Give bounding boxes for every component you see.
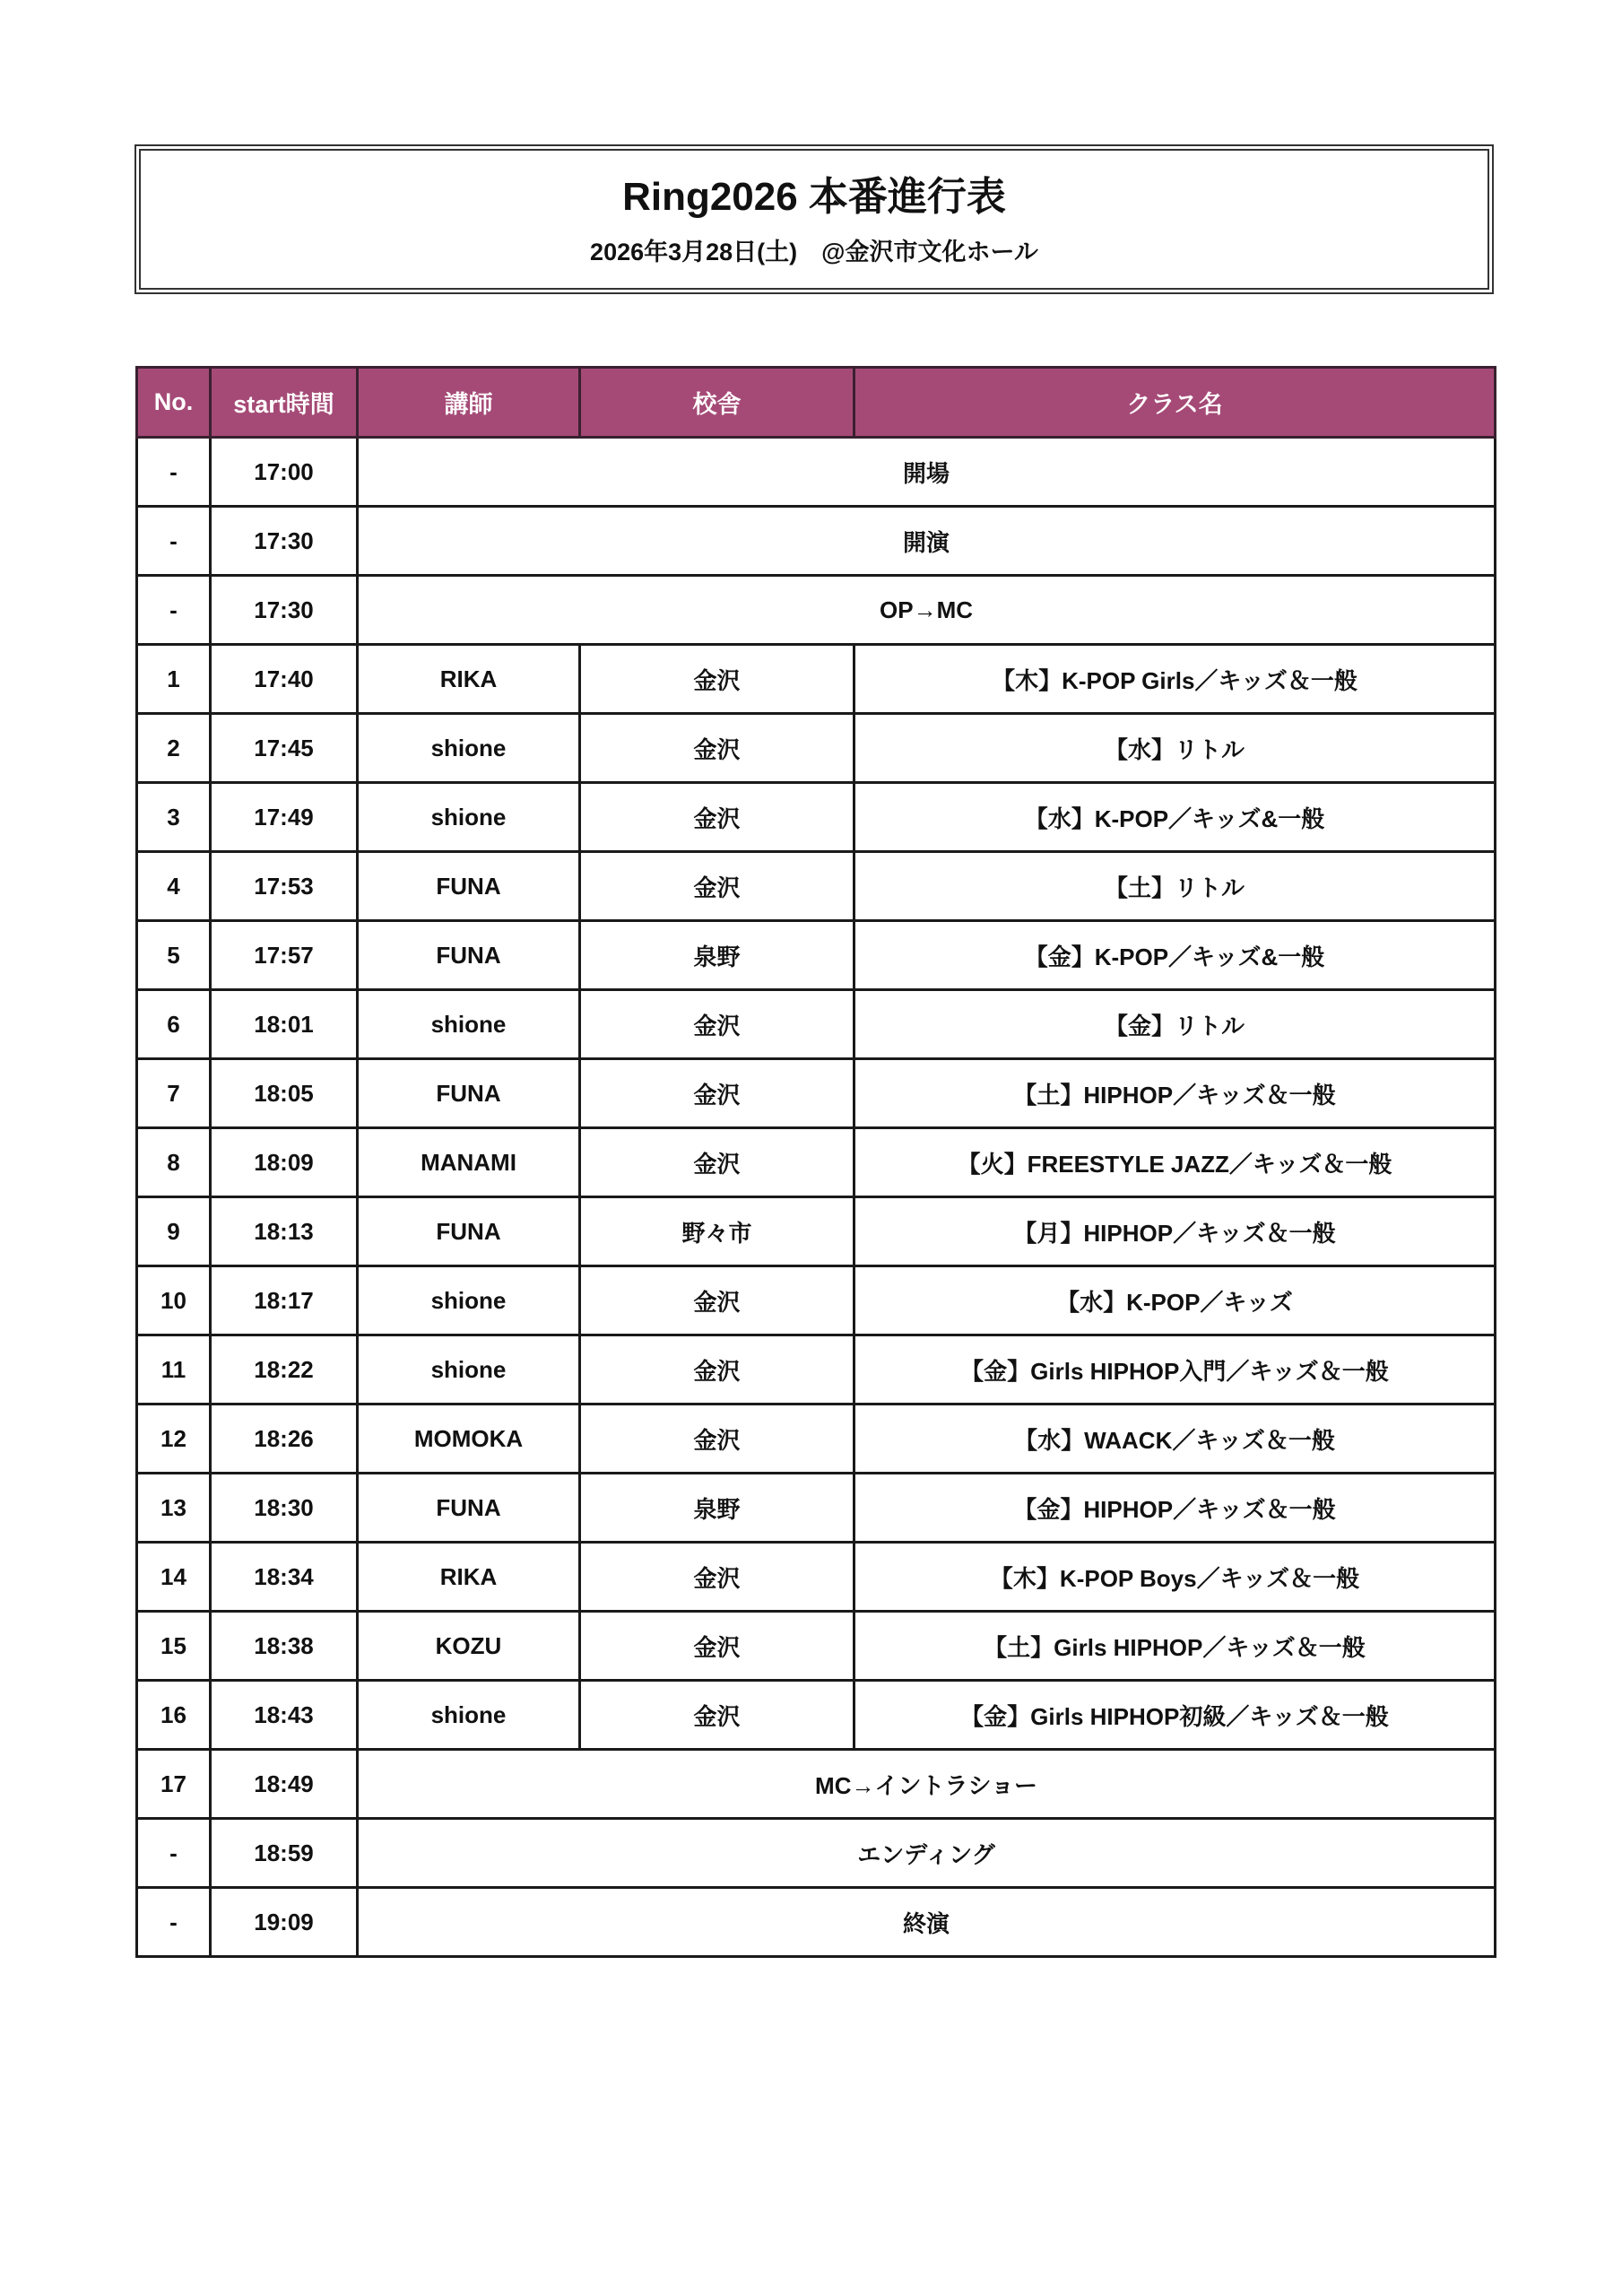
cell-class-name: 【水】K-POP／キッズ&一般 <box>854 783 1496 852</box>
cell-campus: 金沢 <box>580 990 854 1059</box>
cell-start-time: 17:57 <box>211 921 358 990</box>
cell-start-time: 18:43 <box>211 1681 358 1750</box>
table-row <box>137 1266 1496 1335</box>
cell-campus: 金沢 <box>580 1059 854 1128</box>
cell-start-time: 18:09 <box>211 1128 358 1197</box>
cell-no: 12 <box>137 1405 211 1474</box>
cell-teacher: RIKA <box>358 1543 580 1612</box>
header-class-name: クラス名 <box>854 368 1496 438</box>
cell-campus: 金沢 <box>580 645 854 714</box>
cell-start-time: 17:49 <box>211 783 358 852</box>
cell-teacher: shione <box>358 1266 580 1335</box>
cell-start-time: 17:00 <box>211 438 358 507</box>
cell-no: 16 <box>137 1681 211 1750</box>
cell-start-time: 18:13 <box>211 1197 358 1266</box>
cell-teacher: shione <box>358 1335 580 1405</box>
cell-class-name: 【金】Girls HIPHOP入門／キッズ＆一般 <box>854 1335 1496 1405</box>
cell-class-name: 【水】K-POP／キッズ <box>854 1266 1496 1335</box>
cell-no: 13 <box>137 1474 211 1543</box>
cell-teacher: FUNA <box>358 1197 580 1266</box>
cell-class-name: 【水】リトル <box>854 714 1496 783</box>
cell-no: 15 <box>137 1612 211 1681</box>
table-row <box>137 1405 1496 1474</box>
cell-teacher: KOZU <box>358 1612 580 1681</box>
cell-campus: 金沢 <box>580 1335 854 1405</box>
cell-class-name: 【土】Girls HIPHOP／キッズ＆一般 <box>854 1612 1496 1681</box>
cell-no: 1 <box>137 645 211 714</box>
cell-no: - <box>137 1888 211 1957</box>
cell-event: 開演 <box>358 507 1496 576</box>
table-row <box>137 1335 1496 1405</box>
cell-class-name: 【木】K-POP Girls／キッズ＆一般 <box>854 645 1496 714</box>
cell-class-name: 【金】リトル <box>854 990 1496 1059</box>
cell-class-name: 【土】HIPHOP／キッズ＆一般 <box>854 1059 1496 1128</box>
cell-class-name: 【木】K-POP Boys／キッズ＆一般 <box>854 1543 1496 1612</box>
schedule-table <box>135 366 1496 1958</box>
header-teacher: 講師 <box>358 368 580 438</box>
cell-no: - <box>137 1819 211 1888</box>
cell-campus: 泉野 <box>580 1474 854 1543</box>
cell-start-time: 17:30 <box>211 576 358 645</box>
cell-campus: 金沢 <box>580 1128 854 1197</box>
cell-no: 4 <box>137 852 211 921</box>
cell-class-name: 【金】Girls HIPHOP初級／キッズ＆一般 <box>854 1681 1496 1750</box>
cell-event: MC→イントラショー <box>358 1750 1496 1819</box>
table-row <box>137 990 1496 1059</box>
cell-event: 開場 <box>358 438 1496 507</box>
table-row <box>137 1681 1496 1750</box>
cell-teacher: FUNA <box>358 1474 580 1543</box>
cell-campus: 金沢 <box>580 1405 854 1474</box>
cell-start-time: 18:49 <box>211 1750 358 1819</box>
cell-no: - <box>137 438 211 507</box>
cell-event: エンディング <box>358 1819 1496 1888</box>
cell-teacher: shione <box>358 990 580 1059</box>
table-row <box>137 1819 1496 1888</box>
table-row <box>137 921 1496 990</box>
table-row <box>137 507 1496 576</box>
cell-no: 5 <box>137 921 211 990</box>
cell-start-time: 18:34 <box>211 1543 358 1612</box>
table-row <box>137 1197 1496 1266</box>
table-row <box>137 438 1496 507</box>
cell-teacher: MANAMI <box>358 1128 580 1197</box>
table-row <box>137 852 1496 921</box>
header-no: No. <box>137 368 211 438</box>
document-title: Ring2026 本番進行表 <box>622 175 1006 219</box>
cell-no: 14 <box>137 1543 211 1612</box>
cell-campus: 金沢 <box>580 1681 854 1750</box>
cell-start-time: 18:38 <box>211 1612 358 1681</box>
cell-campus: 金沢 <box>580 714 854 783</box>
cell-no: 9 <box>137 1197 211 1266</box>
schedule-body <box>137 438 1496 1957</box>
cell-class-name: 【月】HIPHOP／キッズ＆一般 <box>854 1197 1496 1266</box>
cell-start-time: 18:01 <box>211 990 358 1059</box>
table-row <box>137 1888 1496 1957</box>
cell-start-time: 18:26 <box>211 1405 358 1474</box>
cell-teacher: MOMOKA <box>358 1405 580 1474</box>
cell-campus: 金沢 <box>580 783 854 852</box>
table-row <box>137 576 1496 645</box>
table-row <box>137 1474 1496 1543</box>
cell-campus: 野々市 <box>580 1197 854 1266</box>
cell-teacher: shione <box>358 783 580 852</box>
event-date-venue: 2026年3月28日(土) @金沢市文化ホール <box>590 239 1038 265</box>
cell-teacher: FUNA <box>358 852 580 921</box>
cell-start-time: 18:59 <box>211 1819 358 1888</box>
cell-start-time: 18:22 <box>211 1335 358 1405</box>
table-row <box>137 714 1496 783</box>
cell-no: 7 <box>137 1059 211 1128</box>
cell-campus: 金沢 <box>580 1266 854 1335</box>
cell-no: 17 <box>137 1750 211 1819</box>
header-start-time: start時間 <box>211 368 358 438</box>
cell-class-name: 【火】FREESTYLE JAZZ／キッズ＆一般 <box>854 1128 1496 1197</box>
cell-start-time: 18:05 <box>211 1059 358 1128</box>
cell-class-name: 【土】リトル <box>854 852 1496 921</box>
cell-no: 2 <box>137 714 211 783</box>
cell-class-name: 【金】HIPHOP／キッズ＆一般 <box>854 1474 1496 1543</box>
cell-teacher: RIKA <box>358 645 580 714</box>
table-row <box>137 1543 1496 1612</box>
cell-start-time: 17:45 <box>211 714 358 783</box>
cell-start-time: 17:40 <box>211 645 358 714</box>
cell-event: 終演 <box>358 1888 1496 1957</box>
cell-start-time: 19:09 <box>211 1888 358 1957</box>
cell-no: 6 <box>137 990 211 1059</box>
cell-no: 10 <box>137 1266 211 1335</box>
table-row <box>137 1059 1496 1128</box>
header-campus: 校舎 <box>580 368 854 438</box>
cell-start-time: 17:30 <box>211 507 358 576</box>
cell-campus: 金沢 <box>580 1543 854 1612</box>
cell-event: OP→MC <box>358 576 1496 645</box>
cell-campus: 泉野 <box>580 921 854 990</box>
cell-class-name: 【金】K-POP／キッズ&一般 <box>854 921 1496 990</box>
cell-teacher: shione <box>358 1681 580 1750</box>
cell-campus: 金沢 <box>580 1612 854 1681</box>
table-row <box>137 1128 1496 1197</box>
cell-campus: 金沢 <box>580 852 854 921</box>
cell-no: - <box>137 507 211 576</box>
cell-start-time: 18:17 <box>211 1266 358 1335</box>
cell-no: 11 <box>137 1335 211 1405</box>
title-box <box>134 144 1494 294</box>
cell-teacher: FUNA <box>358 1059 580 1128</box>
cell-no: - <box>137 576 211 645</box>
table-row <box>137 1612 1496 1681</box>
table-row <box>137 645 1496 714</box>
table-row <box>137 783 1496 852</box>
title-inner-frame <box>139 149 1489 290</box>
cell-no: 3 <box>137 783 211 852</box>
cell-no: 8 <box>137 1128 211 1197</box>
table-row <box>137 1750 1496 1819</box>
cell-teacher: shione <box>358 714 580 783</box>
table-header-row <box>137 368 1496 438</box>
cell-start-time: 17:53 <box>211 852 358 921</box>
cell-teacher: FUNA <box>358 921 580 990</box>
cell-start-time: 18:30 <box>211 1474 358 1543</box>
cell-class-name: 【水】WAACK／キッズ＆一般 <box>854 1405 1496 1474</box>
